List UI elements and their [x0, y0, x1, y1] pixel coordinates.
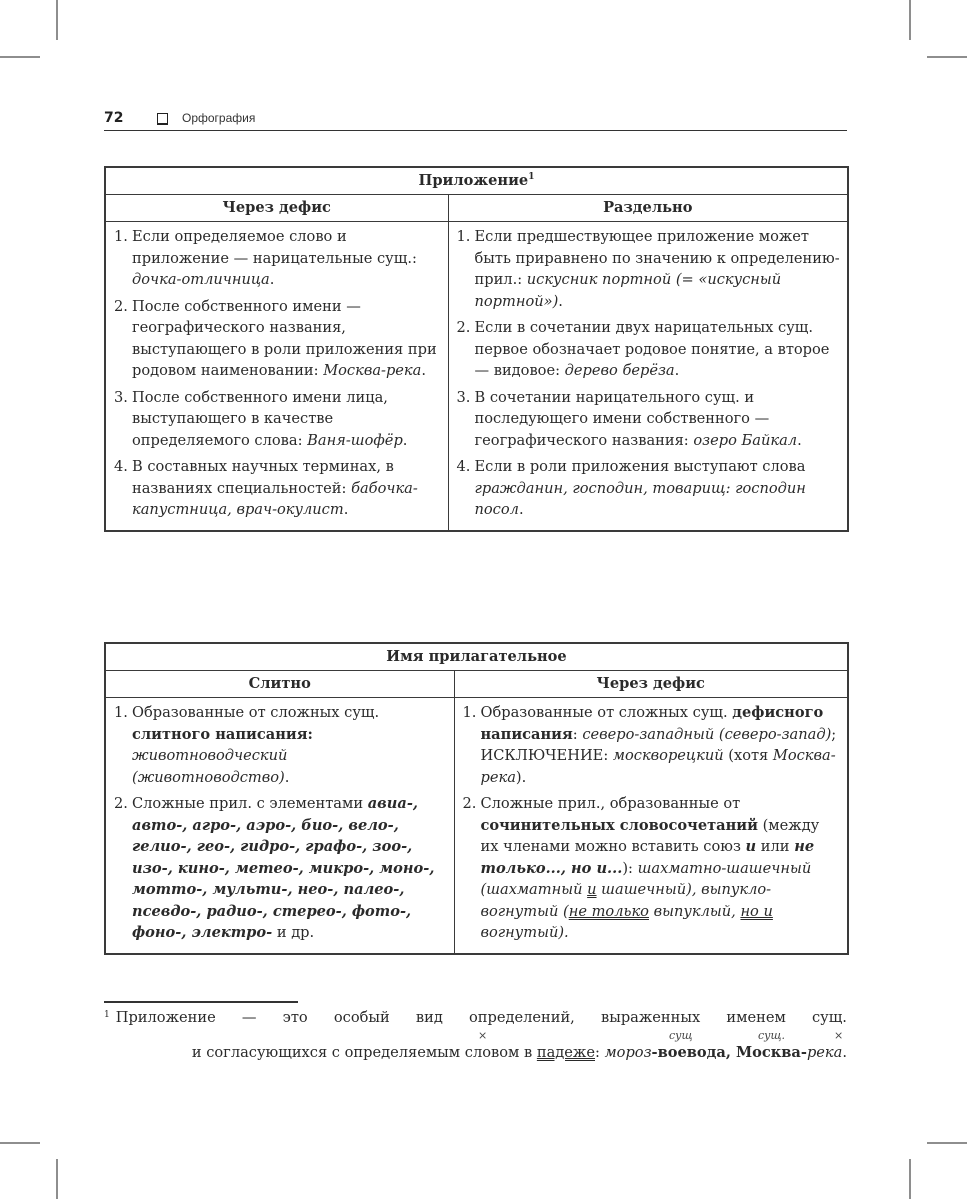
rule-item	[453, 317, 842, 382]
text-run: .	[797, 431, 802, 449]
annotation-noun: сущ.	[758, 1029, 786, 1042]
text-run: шахматно-шашечный (шахматный	[480, 859, 812, 898]
text-run: и	[745, 838, 757, 855]
rule-item	[110, 387, 442, 452]
text-run: .	[269, 271, 275, 288]
text-run: дочка-отличница	[132, 271, 270, 288]
rule-number: 2.	[114, 297, 128, 315]
footnote-word: определений,	[468, 1009, 575, 1026]
text-run: Если определяемое слово и приложение — нарицательные сущ.:	[132, 228, 417, 267]
crop-mark-bottom-right-vertical	[909, 1159, 911, 1199]
rule-item	[110, 226, 442, 291]
rule-item	[453, 226, 842, 312]
text-run: :	[572, 725, 583, 743]
text-run: дефисного написания	[480, 704, 824, 743]
text-run: дерево берёза	[564, 362, 675, 379]
crop-mark-top-right-vertical	[909, 0, 911, 40]
text-run: После собственного имени лица, выступающего в качестве определяемого слова:	[132, 388, 388, 449]
rule-number: 1.	[114, 228, 128, 245]
footnote-word: вид	[415, 1009, 443, 1026]
rule-list	[110, 702, 448, 944]
text-run: Ваня-шофёр	[307, 431, 403, 449]
rule-item	[453, 387, 842, 452]
text-run: и согласующихся с определяемым словом в	[191, 1044, 537, 1061]
separate-rules-cell	[448, 222, 848, 531]
text-run: .	[674, 362, 680, 379]
crop-mark-top-right-horizontal	[927, 56, 967, 58]
text-run: Москва-река	[480, 747, 836, 786]
rule-item	[459, 702, 842, 788]
rule-number: 2.	[456, 319, 471, 336]
checkbox-square-icon	[157, 113, 168, 125]
text-run: мороз	[604, 1044, 652, 1061]
crop-mark-bottom-left-horizontal	[0, 1142, 40, 1144]
text-run: ):	[622, 859, 638, 877]
rule-list	[453, 226, 842, 521]
rule-number: 2.	[114, 795, 128, 812]
rule-item	[110, 793, 448, 944]
rule-number: 1.	[456, 228, 471, 245]
annotation-cross: ×	[834, 1029, 844, 1042]
crop-mark-bottom-right-horizontal	[927, 1142, 967, 1144]
annotation-cross: ×	[478, 1029, 488, 1042]
rule-number: 2.	[462, 795, 477, 812]
text-run: Сложные прил., образованные от	[480, 795, 741, 812]
text-run: .	[558, 292, 563, 310]
annotation-noun: сущ	[669, 1029, 693, 1042]
solid-rules-cell	[105, 698, 454, 954]
text-run: бабочка-капустница, врач-окулист	[132, 479, 418, 518]
text-run: и	[587, 881, 597, 898]
text-run: .	[343, 501, 349, 518]
rule-item	[110, 296, 442, 382]
text-run: падеже	[536, 1044, 595, 1061]
rule-number: 1.	[462, 704, 477, 721]
section-title: Орфография	[182, 111, 256, 125]
rule-item	[110, 702, 448, 788]
text-run: ).	[515, 768, 527, 786]
text-run: животноводческий (животноводство)	[132, 747, 288, 786]
text-run: В составных научных терминах, в названиях специальностей:	[132, 458, 394, 497]
hyphen-rules-cell	[105, 222, 448, 531]
text-run: не только..., но и...	[480, 838, 815, 877]
text-run: шашечный), выпукло-вогнутый (	[480, 881, 772, 920]
text-run: северо-западный (северо-запад)	[582, 725, 832, 743]
footnote-annotations	[104, 1029, 847, 1043]
rule-list	[110, 226, 442, 521]
footnote-line-1	[104, 1007, 847, 1029]
text-run: -воевода, Москва-	[651, 1044, 807, 1061]
text-run: не только	[568, 902, 649, 920]
rule-item	[453, 456, 842, 521]
adjective-table	[104, 642, 849, 955]
table-title	[105, 167, 848, 195]
text-run: :	[595, 1044, 605, 1061]
rule-number: 4.	[114, 458, 128, 475]
text-run: .	[842, 1044, 847, 1061]
footnote-word: —	[241, 1009, 257, 1026]
text-run: искусник портной (= «искусный портной»)	[474, 271, 782, 310]
text-run: Москва-река	[323, 362, 422, 379]
rule-number: 3.	[456, 388, 471, 406]
footnote-word: это	[282, 1009, 308, 1026]
text-run: Если в роли приложения выступают слова	[474, 458, 806, 475]
footnote-word: выраженных	[600, 1009, 701, 1026]
text-run: Если в сочетании двух нарицательных сущ. первое обозначает родовое понятие, а второе — видовое:	[474, 319, 830, 379]
rule-number: 1.	[114, 704, 128, 721]
apposition-table	[104, 166, 849, 532]
text-run: вогнутый).	[480, 924, 569, 941]
text-run: (хотя	[723, 747, 773, 764]
column-header-solid: Слитно	[105, 671, 454, 698]
table-title-text: Приложение	[418, 172, 529, 190]
text-run: озеро Байкал	[693, 431, 798, 449]
text-run: Сложные прил. с элементами	[132, 795, 368, 812]
rule-number: 3.	[114, 388, 128, 406]
footnote-ref: 1	[528, 172, 535, 183]
column-header-hyphen: Через дефис	[105, 195, 448, 222]
rule-number: 4.	[456, 458, 471, 475]
text-run: река	[806, 1044, 843, 1061]
text-run: сочинительных словосочетаний	[480, 816, 758, 834]
text-run: слитного написания:	[132, 725, 313, 743]
footnote-word: именем	[726, 1009, 786, 1026]
text-run: .	[402, 431, 408, 449]
text-run: Образованные от сложных сущ.	[132, 704, 380, 721]
text-run: .	[284, 768, 290, 786]
text-run: гражданин, господин, товарищ: господин посол	[474, 479, 806, 518]
hyphen-rules-cell	[454, 698, 848, 954]
text-run: В сочетании нарицательного сущ. и последующего имени собственного — географического названия:	[474, 388, 770, 449]
page-number: 72	[104, 110, 124, 126]
footnote-word: $^1$ Приложение	[104, 1009, 216, 1026]
column-header-hyphen: Через дефис	[454, 671, 848, 698]
text-run: выпуклый,	[648, 902, 741, 920]
text-run: (между их членами можно вставить союз	[480, 816, 820, 855]
crop-mark-top-left-vertical	[56, 0, 58, 40]
footnote-word: сущ.	[811, 1009, 847, 1026]
running-head	[104, 108, 847, 131]
column-header-separate: Раздельно	[448, 195, 848, 222]
text-run: После собственного имени — географического названия, выступающего в роли приложения при родовом наименовании:	[132, 297, 437, 379]
text-run: но и	[740, 902, 773, 920]
rule-list	[459, 702, 842, 944]
table-title: Имя прилагательное	[105, 643, 848, 671]
crop-mark-bottom-left-vertical	[56, 1159, 58, 1199]
footnote-line-2	[104, 1043, 847, 1063]
text-run: авиа-, авто-, агро-, аэро-, био-, вело-, гелио-, гео-, гидро-, графо-, зоо-, изо-, кино-, метео-, микро-, моно-, мотто-, мульти-, нео-, палео-, псевдо-, радио-, стерео-, фото-, фоно-, электро-	[132, 795, 435, 941]
crop-mark-top-left-horizontal	[0, 56, 40, 58]
text-run: или	[756, 838, 795, 855]
text-run: Если предшествующее приложение может быть приравнено по значению к определению-прил.:	[474, 228, 840, 288]
footnote-marker: 1	[104, 1010, 110, 1020]
text-run: ; ИСКЛЮЧЕНИЕ:	[480, 725, 837, 764]
footnote	[104, 1007, 847, 1063]
footnote-word: особый	[333, 1009, 390, 1026]
text-run: .	[421, 362, 426, 379]
text-run: москворецкий	[612, 747, 724, 764]
footnote-divider	[104, 1001, 298, 1003]
rule-item	[459, 793, 842, 944]
text-run: и др.	[272, 924, 315, 941]
rule-item	[110, 456, 442, 521]
text-run: .	[518, 501, 524, 518]
text-run: Образованные от сложных сущ.	[480, 704, 733, 721]
